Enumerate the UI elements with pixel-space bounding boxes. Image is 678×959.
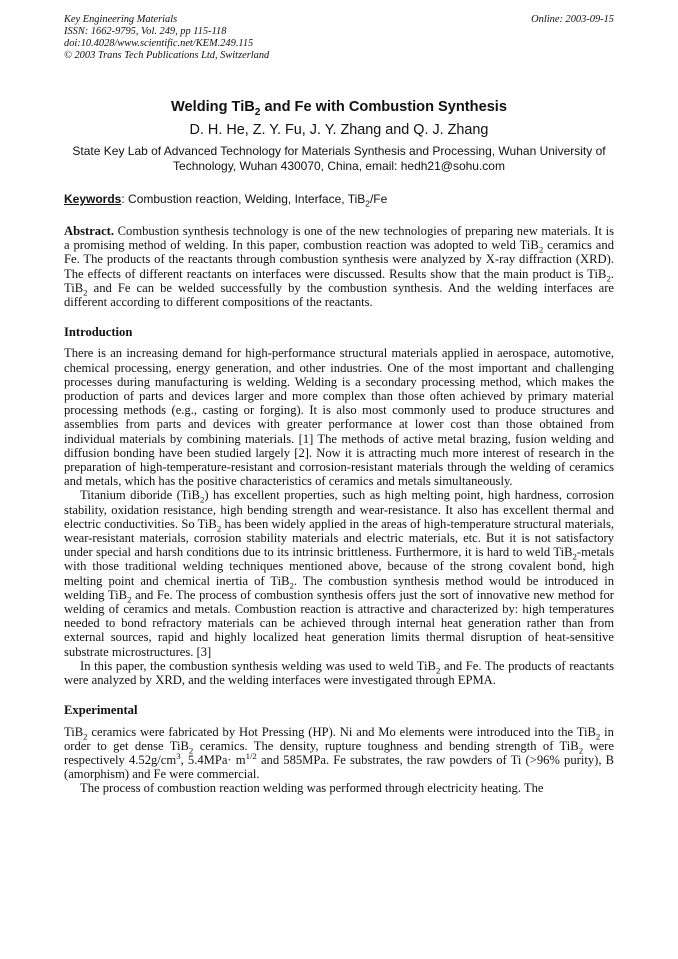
abstract-label: Abstract. <box>64 224 115 238</box>
section-heading-introduction: Introduction <box>64 325 133 340</box>
doi-line: doi:10.4028/www.scientific.net/KEM.249.115 <box>64 38 254 49</box>
online-date: Online: 2003-09-15 <box>531 14 614 25</box>
journal-header <box>64 14 614 62</box>
intro-paragraph-1: There is an increasing demand for high-performance structural materials applied in aerospace, automotive, chemical processing, energy generation, and other industries. One of the most important and challenging processes during manufacturing is welding. Welding is a secondary processing method, which makes the production of parts and devices larger and more complex than those often achieved by primary material processing methods (e.g., casting or forging). It is also most commonly used to produce structures and assemblies from parts and devices with greater performance at lower cost than those obtained from individual materials by combining materials. [1] The methods of active metal brazing, fusion welding and diffusion bonding have been studied largely [2]. Now it is attracting much more interest of research in the preparation of high-temperature-resistant and corrosion-resistant materials through the welding of ceramics and metals, which has the positive characteristics of ceramics and metals simultaneously. <box>64 346 614 489</box>
keywords-label: Keywords <box>64 192 122 206</box>
keywords: Keywords: Combustion reaction, Welding, Interface, TiB$_2$/Fe <box>64 192 388 209</box>
experimental-paragraph-1: TiB$_2$ ceramics were fabricated by Hot Pressing (HP). Ni and Mo elements were introduced into the TiB$_2$ in order to get dense TiB$_2$ ceramics. The density, rupture toughness and bending strength of TiB$_2$ were respectively $4.52g/cm^3$, $5.4MPa\cdot m^{1/2}$ and 585MPa. Fe substrates, the raw powders of Ti (>96% purity), B (amorphism) and Fe were commercial. <box>64 724 615 782</box>
copyright-line: © 2003 Trans Tech Publications Ltd, Switzerland <box>64 50 270 61</box>
paper-page <box>64 14 614 796</box>
experimental-paragraph-2: The process of combustion reaction welding was performed through electricity heating. The <box>80 781 544 796</box>
journal-name: Key Engineering Materials <box>64 14 178 25</box>
abstract: Abstract. Combustion synthesis technology is one of the new technologies of preparing new materials. It is a promising method of welding. In this paper, combustion reaction was adopted to weld TiB$_2$ ceramics and Fe. The products of the reactants through combustion synthesis were analyzed by X-ray diffraction (XRD). The effects of different reactants on interfaces were discussed. Results show that the main product is TiB$_2$. TiB$_2$ and Fe can be welded successfully by the combustion synthesis. And the welding interfaces are different according to different compositions of the reactants. <box>64 224 614 310</box>
intro-paragraph-2: Titanium diboride (TiB$_2$) has excellent properties, such as high melting point, high hardness, corrosion stability, oxidation resistance, high bending strength and wear-resistance. It also has excellent thermal and electric conductivities. So TiB$_2$ has been widely applied in the areas of high-temperature structural materials, wear-resistant materials, corrosion stability materials and electric materials, etc. But it is not satisfactory under special and harsh conditions due to its intrinsic brittleness. Furthermore, it is hard to weld TiB$_2$-metals with those traditional welding techniques mentioned above, because of the strong covalent bond, high melting point and chemical inertia of TiB$_2$. The combustion synthesis method would be introduced in welding TiB$_2$ and Fe. The process of combustion synthesis offers just the sort of innovative new method for welding of ceramics and metals. Combustion reaction is attractive and characterized by: high temperatures needed to bond refractory materials can be achieved through internal heat generation rather than from external sources, rapid and highly localized heat generation limits thermal disruption of heat-sensitive substrate microstructures. [3] <box>64 488 615 659</box>
paper-title: Welding TiB$_2$ and Fe with Combustion Synthesis <box>171 99 507 118</box>
section-heading-experimental: Experimental <box>64 703 138 718</box>
issn-line: ISSN: 1662-9795, Vol. 249, pp 115-118 <box>64 26 227 37</box>
author-list: D. H. He, Z. Y. Fu, J. Y. Zhang and Q. J. Zhang <box>189 122 489 138</box>
intro-paragraph-3: In this paper, the combustion synthesis welding was used to weld TiB$_2$ and Fe. The products of reactants were analyzed by XRD, and the welding interfaces were investigated through EPMA. <box>64 658 614 688</box>
affiliation: State Key Lab of Advanced Technology for Materials Synthesis and Processing, Wuhan University of Technology, Wuhan 430070, China, email: hedh21@sohu.com <box>72 144 606 173</box>
